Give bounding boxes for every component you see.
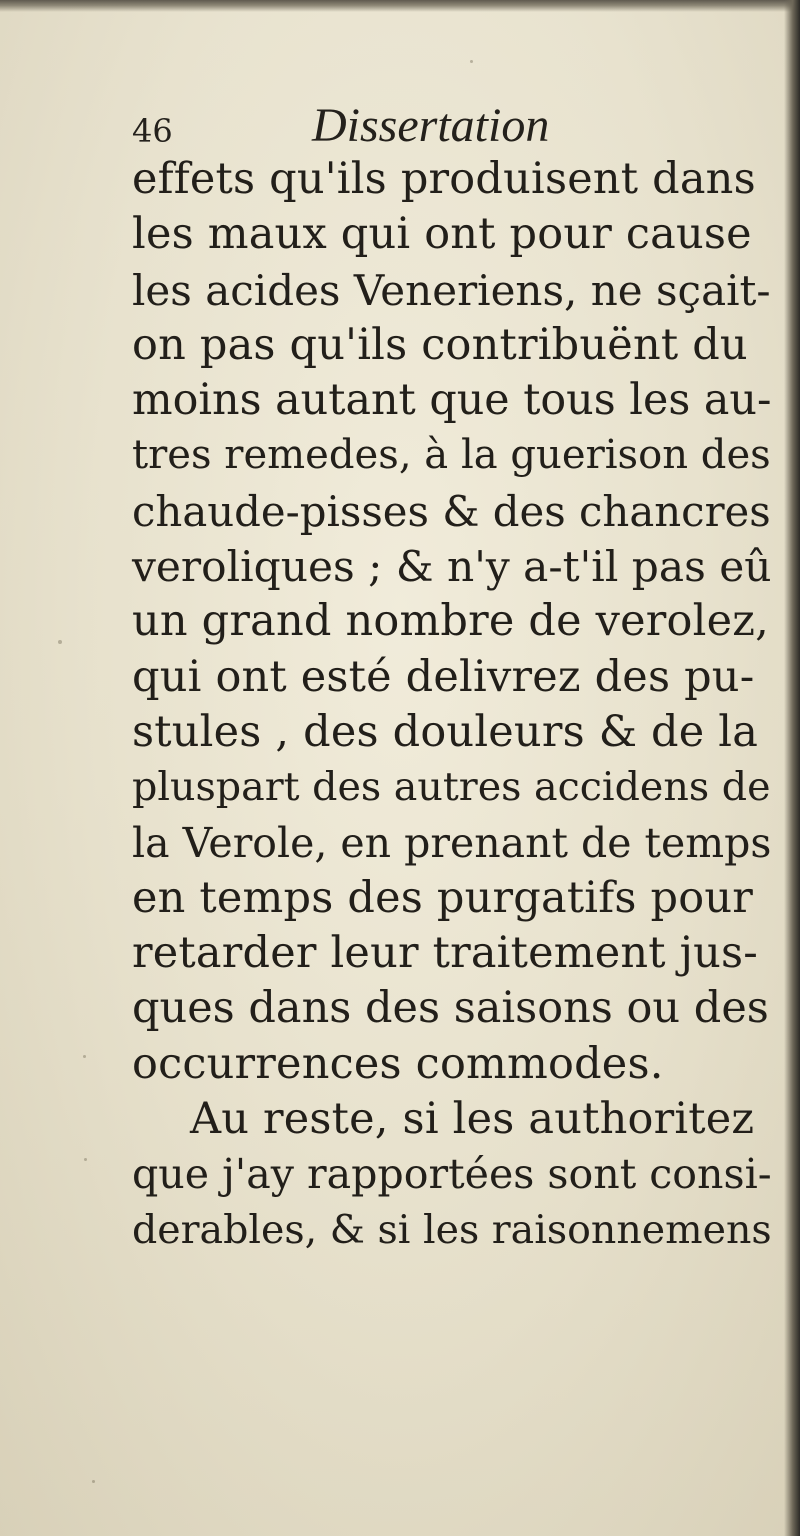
paper-speck xyxy=(58,640,62,644)
paper-speck xyxy=(84,1158,87,1161)
text-line: les maux qui ont pour cause xyxy=(132,209,752,260)
page-right-shadow xyxy=(784,0,800,1536)
paragraph-first-line: Au reste, si les authoritez xyxy=(190,1094,755,1145)
paper-speck xyxy=(92,1480,95,1483)
text-line: moins autant que tous les au- xyxy=(132,375,772,426)
body-text xyxy=(132,152,772,1258)
text-line: on pas qu'ils contribuënt du xyxy=(132,319,748,370)
text-line: stules , des douleurs & de la xyxy=(132,706,759,757)
running-header xyxy=(132,98,652,154)
paper-speck xyxy=(470,60,473,63)
text-line: un grand nombre de verolez, xyxy=(132,596,769,647)
text-line: retarder leur traitement jus- xyxy=(132,928,759,979)
text-line: effets qu'ils produisent dans xyxy=(132,154,756,204)
running-title: Dissertation xyxy=(312,99,550,152)
text-line: ques dans des saisons ou des xyxy=(132,983,769,1034)
text-line: qui ont esté delivrez des pu- xyxy=(132,651,755,702)
text-line: occurrences commodes. xyxy=(132,1038,664,1089)
text-line: derables, & si les raisonnemens xyxy=(132,1206,772,1253)
text-line: pluspart des autres accidens de xyxy=(132,764,771,811)
text-line: veroliques ; & n'y a-t'il pas eû xyxy=(132,542,772,592)
text-line: chaude-pisses & des chancres xyxy=(132,486,771,536)
text-line: en temps des purgatifs pour xyxy=(132,872,753,923)
text-line: que j'ay rapportées sont consi- xyxy=(132,1150,772,1199)
text-line: la Verole, en prenant de temps xyxy=(132,818,772,867)
text-line: les acides Veneriens, ne sçait- xyxy=(132,265,771,315)
text-line: tres remedes, à la guerison des xyxy=(132,432,771,479)
paper-speck xyxy=(83,1055,86,1058)
page-number: 46 xyxy=(132,112,173,150)
page-top-shadow xyxy=(0,0,800,12)
